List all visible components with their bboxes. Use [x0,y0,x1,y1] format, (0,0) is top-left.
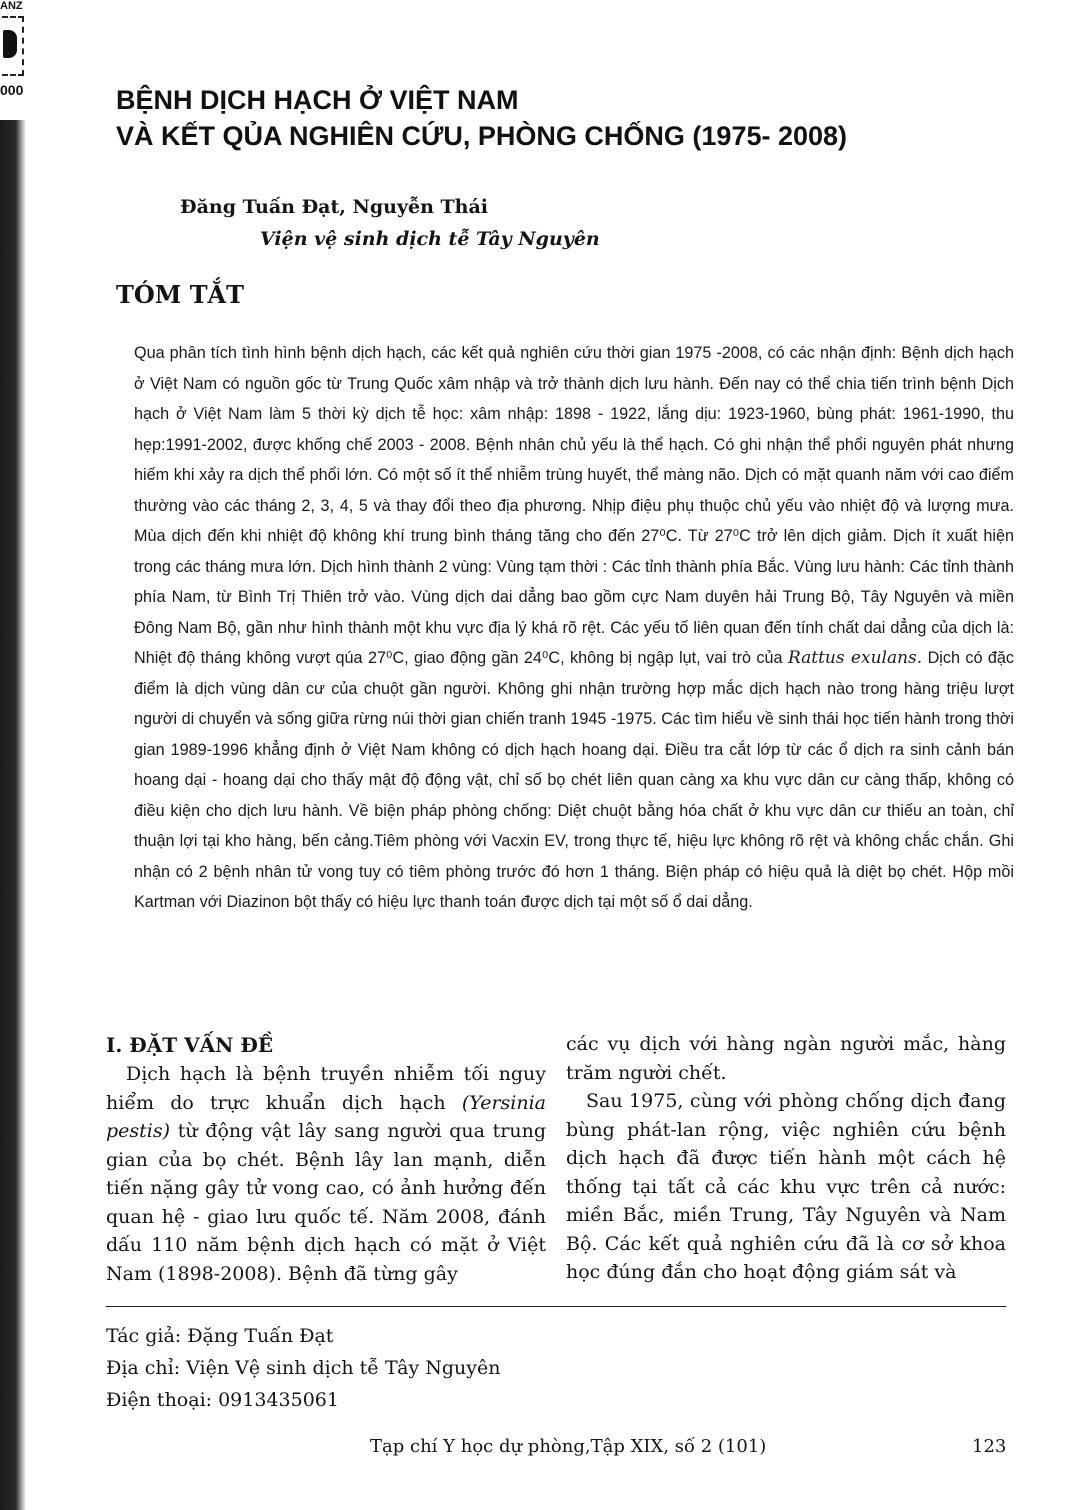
pathogen-name: (Yersinia pestis) [106,1091,546,1142]
journal-citation: Tạp chí Y học dự phòng,Tập XIX, số 2 (101) [370,1436,767,1457]
body-paragraph-1-part-1: Dịch hạch là bệnh truyền nhiễm tối nguy hiểm do trực khuẩn dịch hạch [106,1063,546,1114]
abstract-heading: TÓM TẮT [116,280,245,309]
body-paragraph-1-continued: các vụ dịch với hàng ngàn người mắc, hàng trăm người chết. [566,1033,1006,1084]
footnote-author: Tác giả: Đặng Tuấn Đạt [106,1325,334,1347]
author-footnote [106,1320,501,1416]
article-title-line-2: VÀ KẾT QỦA NGHIÊN CỨU, PHÒNG CHỐNG (1975- 2008) [116,121,848,151]
section-heading: I. ĐẶT VẤN ĐỀ [106,1033,274,1057]
abstract-text-part-2: Dịch có đặc điểm là dịch vùng dân cư của chuột gần người. Không ghi nhận trường hợp mắc dịch hạch nào trong hàng triệu lượt người di chuyển và sống giữa rừng núi thời gian chiến tranh 1945 -1975. Các tìm hiểu về sinh thái học tiến hành trong thời gian 1989-1996 khẳng định ở Việt Nam không có dịch hạch hoang dại. Điều tra cắt lớp từ các ổ dịch ra sinh cảnh bán hoang dại - hoang dại cho thấy mật độ động vật, chỉ số bọ chét liên quan càng xa khu vực dân cư càng thấp, không có điều kiện cho dịch lưu hành. Về biện pháp phòng chống: Diệt chuột bằng hóa chất ở khu vực dân cư thiếu an toàn, chỉ thuận lợi tại kho hàng, bến cảng.Tiêm phòng với Vacxin EV, trong thực tế, hiệu lực không rõ rệt và không chắc chắn. Ghi nhận có 2 bệnh nhân tử vong tuy có tiêm phòng trước đó hơn 1 tháng. Biện pháp có hiệu quả là diệt bọ chét. Hộp mồi Kartman với Diazinon bột thấy có hiệu lực thanh toán được dịch tại một số ổ dai dẳng. [134,649,1014,911]
article-title [116,82,1016,154]
binding-edge [0,0,26,1510]
footnote-phone: Điện thoại: 0913435061 [106,1389,339,1411]
abstract-species-name: Rattus exulans. [787,648,923,668]
body-paragraph-1 [106,1060,546,1288]
abstract-text-part-1: Qua phân tích tình hình bệnh dịch hạch, các kết quả nghiên cứu thời gian 1975 -2008, có các nhận định: Bệnh dịch hạch ở Việt Nam có nguồn gốc từ Trung Quốc xâm nhập và trở thành dịch lưu hành. Đến nay có thể chia tiến trình bệnh Dịch hạch ở Việt Nam làm 5 thời kỳ dịch tễ học: xâm nhập: 1898 - 1922, lắng dịu: 1923-1960, bùng phát: 1961-1990, thu hẹp:1991-2002, được khống chế 2003 - 2008. Bệnh nhân chủ yếu là thể hạch. Có ghi nhận thể phổi nguyên phát nhưng hiếm khi xảy ra dịch thể phổi lớn. Có một số ít thể nhiễm trùng huyết, thể màng não. Dịch có mặt quanh năm với cao điểm thường vào các tháng 2, 3, 4, 5 và thay đổi theo địa phương. Nhịp điệu phụ thuộc chủ yếu vào nhiệt độ và lượng mưa. Mùa dịch đến khi nhiệt độ không khí trung bình tháng tăng cho đến 27⁰C. Từ 27⁰C trở lên dịch giảm. Dịch ít xuất hiện trong các tháng mưa lớn. Dịch hình thành 2 vùng: Vùng tạm thời : Các tỉnh thành phía Bắc. Vùng lưu hành: Các tỉnh thành phía Nam, từ Bình Trị Thiên trở vào. Vùng dịch dai dẳng bao gồm cực Nam duyên hải Trung Bộ, Tây Nguyên và miền Đông Nam Bộ, gần như hình thành một khu vực địa lý khá rõ rệt. Các yếu tố liên quan đến tính chất dai dẳng của dịch là: Nhiệt độ tháng không vượt qúa 27⁰C, giao động gần 24⁰C, không bị ngập lụt, vai trò của [134,344,1014,667]
body-column-right [566,1030,1006,1287]
body-paragraph-2: Sau 1975, cùng với phòng chống dịch đang bùng phát-lan rộng, việc nghiên cứu bệnh dịch hạch đã được tiến hành một cách hệ thống tại tất cả các khu vực trên cả nước: miền Bắc, miền Trung, Tây Nguyên và Nam Bộ. Các kết quả nghiên cứu đã là cơ sở khoa học đúng đắn cho hoạt động giám sát và [566,1090,1006,1283]
page-number: 123 [972,1436,1007,1457]
footnote-divider [106,1306,1006,1307]
margin-stamp-mark [3,30,17,58]
margin-stamp-top-text: ANZ [0,0,23,12]
margin-stamp-bottom-text: 000 [0,82,24,98]
margin-stamp [0,0,36,120]
authors: Đăng Tuấn Đạt, Nguyễn Thái [180,196,489,218]
article-title-line-1: BỆNH DỊCH HẠCH Ở VIỆT NAM [116,85,519,115]
affiliation: Viện vệ sinh dịch tễ Tây Nguyên [260,228,600,250]
body-column-left [106,1030,546,1288]
footnote-address: Địa chỉ: Viện Vệ sinh dịch tễ Tây Nguyên [106,1357,501,1379]
body-paragraph-1-part-2: từ động vật lây sang người qua trung gian của bọ chét. Bệnh lây lan mạnh, diễn tiến nặng gây tử vong cao, có ảnh hưởng đến quan hệ - giao lưu quốc tế. Năm 2008, đánh dấu 110 năm bệnh dịch hạch có mặt ở Việt Nam (1898-2008). Bệnh đã từng gây [106,1120,546,1285]
abstract-body [134,338,1014,918]
